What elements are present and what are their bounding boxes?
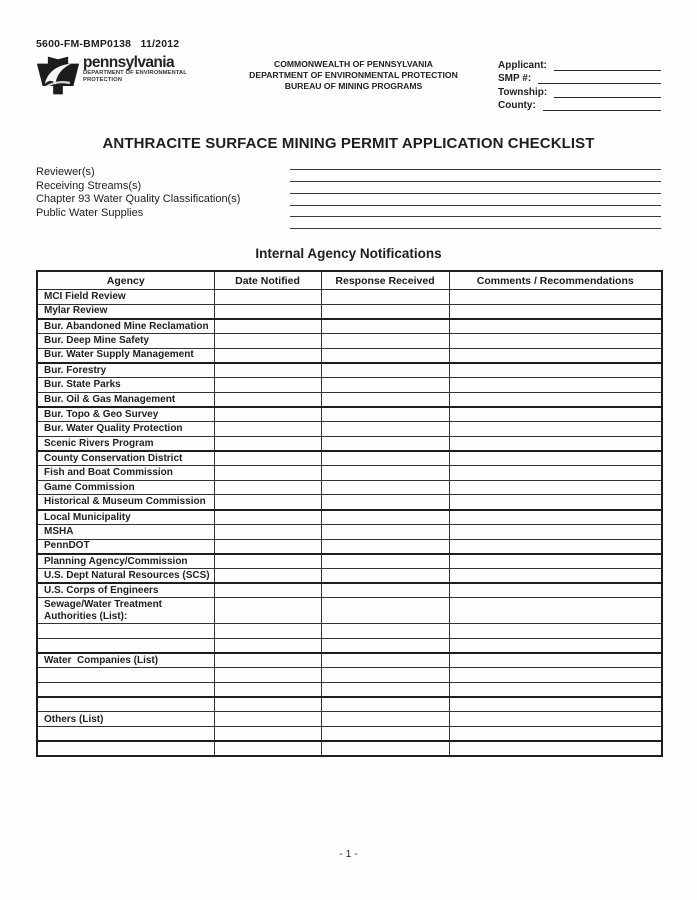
response-received-cell xyxy=(321,727,449,742)
table-row xyxy=(37,554,662,569)
comments-cell xyxy=(449,348,662,363)
table-row xyxy=(37,583,662,598)
agency-cell: Others (List) xyxy=(37,712,214,727)
table-row xyxy=(37,539,662,554)
table-header-row xyxy=(37,271,662,289)
date-notified-cell xyxy=(214,363,321,378)
date-notified-cell xyxy=(214,697,321,712)
date-notified-cell xyxy=(214,348,321,363)
response-received-cell xyxy=(321,712,449,727)
bureau-line: BUREAU OF MINING PROGRAMS xyxy=(284,81,423,91)
comments-cell xyxy=(449,510,662,525)
internal-agency-notifications-table xyxy=(36,270,663,757)
agency-cell: Fish and Boat Commission xyxy=(37,466,214,481)
agency-header-block xyxy=(236,54,471,111)
blank-rule-line xyxy=(290,182,661,194)
agency-cell: Water Companies (List) xyxy=(37,653,214,668)
comments-cell xyxy=(449,363,662,378)
date-notified-cell xyxy=(214,407,321,422)
review-field-labels xyxy=(36,153,290,229)
agency-cell: Bur. Deep Mine Safety xyxy=(37,333,214,348)
agency-cell: Bur. State Parks xyxy=(37,377,214,392)
table-row xyxy=(37,683,662,698)
table-row xyxy=(37,348,662,363)
response-received-column-header: Response Received xyxy=(321,271,449,289)
logo-department-line2: PROTECTION xyxy=(83,77,123,83)
agency-cell: Mylar Review xyxy=(37,304,214,319)
comments-cell xyxy=(449,568,662,583)
page-number: - 1 - xyxy=(339,848,358,860)
date-notified-cell xyxy=(214,524,321,539)
table-row xyxy=(37,333,662,348)
table-row xyxy=(37,624,662,639)
table-row xyxy=(37,422,662,437)
agency-cell: Bur. Water Quality Protection xyxy=(37,422,214,437)
date-notified-cell xyxy=(214,683,321,698)
date-notified-cell xyxy=(214,289,321,304)
response-received-cell xyxy=(321,554,449,569)
comments-cell xyxy=(449,422,662,437)
agency-cell: Game Commission xyxy=(37,480,214,495)
agency-column-header: Agency xyxy=(37,271,214,289)
agency-table-body xyxy=(37,289,662,756)
response-received-cell xyxy=(321,598,449,624)
comments-cell xyxy=(449,683,662,698)
reviewers-label: Reviewer(s) xyxy=(36,166,95,178)
document-title: ANTHRACITE SURFACE MINING PERMIT APPLICATION CHECKLIST xyxy=(102,135,595,152)
county-label: County: xyxy=(498,100,536,111)
comments-column-header: Comments / Recommendations xyxy=(449,271,662,289)
date-notified-cell xyxy=(214,653,321,668)
comments-cell xyxy=(449,598,662,624)
date-notified-cell xyxy=(214,466,321,481)
table-row xyxy=(37,289,662,304)
agency-cell: Bur. Abandoned Mine Reclamation xyxy=(37,319,214,334)
date-notified-cell xyxy=(214,451,321,466)
response-received-cell xyxy=(321,289,449,304)
response-received-cell xyxy=(321,407,449,422)
comments-cell xyxy=(449,554,662,569)
response-received-cell xyxy=(321,653,449,668)
comments-cell xyxy=(449,697,662,712)
county-blank-line xyxy=(543,101,661,111)
comments-cell xyxy=(449,638,662,653)
comments-cell xyxy=(449,480,662,495)
agency-cell: MCI Field Review xyxy=(37,289,214,304)
department-line: DEPARTMENT OF ENVIRONMENTAL PROTECTION xyxy=(249,70,458,80)
comments-cell xyxy=(449,407,662,422)
date-notified-cell xyxy=(214,319,321,334)
agency-cell: Bur. Topo & Geo Survey xyxy=(37,407,214,422)
comments-cell xyxy=(449,451,662,466)
date-notified-cell xyxy=(214,510,321,525)
date-notified-cell xyxy=(214,392,321,407)
agency-cell xyxy=(37,668,214,683)
comments-cell xyxy=(449,436,662,451)
response-received-cell xyxy=(321,422,449,437)
agency-cell xyxy=(37,638,214,653)
comments-cell xyxy=(449,741,662,756)
township-label: Township: xyxy=(498,86,548,98)
agency-cell: County Conservation District xyxy=(37,451,214,466)
comments-cell xyxy=(449,653,662,668)
date-notified-cell xyxy=(214,422,321,437)
response-received-cell xyxy=(321,624,449,639)
agency-cell: Historical & Museum Commission xyxy=(37,495,214,510)
date-notified-cell xyxy=(214,668,321,683)
date-notified-cell xyxy=(214,539,321,554)
document-header xyxy=(36,54,661,111)
response-received-cell xyxy=(321,436,449,451)
blank-rule-line xyxy=(290,217,661,229)
comments-cell xyxy=(449,624,662,639)
comments-cell xyxy=(449,495,662,510)
comments-cell xyxy=(449,392,662,407)
comments-cell xyxy=(449,333,662,348)
table-row xyxy=(37,304,662,319)
table-row xyxy=(37,727,662,742)
smp-number-blank-line xyxy=(538,74,661,84)
response-received-cell xyxy=(321,638,449,653)
agency-cell: Planning Agency/Commission xyxy=(37,554,214,569)
smp-number-field xyxy=(498,71,661,85)
date-notified-cell xyxy=(214,568,321,583)
response-received-cell xyxy=(321,480,449,495)
table-row xyxy=(37,319,662,334)
commonwealth-line: COMMONWEALTH OF PENNSYLVANIA xyxy=(274,59,433,69)
comments-cell xyxy=(449,583,662,598)
response-received-cell xyxy=(321,377,449,392)
agency-cell: U.S. Corps of Engineers xyxy=(37,583,214,598)
table-row xyxy=(37,638,662,653)
date-notified-column-header: Date Notified xyxy=(214,271,321,289)
response-received-cell xyxy=(321,524,449,539)
date-notified-cell xyxy=(214,583,321,598)
review-blank-lines xyxy=(290,153,661,229)
response-received-cell xyxy=(321,451,449,466)
comments-cell xyxy=(449,466,662,481)
table-row xyxy=(37,741,662,756)
table-row xyxy=(37,510,662,525)
form-number: 5600-FM-BMP0138 11/2012 xyxy=(36,38,180,50)
date-notified-cell xyxy=(214,377,321,392)
response-received-cell xyxy=(321,466,449,481)
response-received-cell xyxy=(321,741,449,756)
response-received-cell xyxy=(321,319,449,334)
agency-cell xyxy=(37,683,214,698)
table-row xyxy=(37,697,662,712)
applicant-info-block xyxy=(471,54,661,111)
table-row xyxy=(37,712,662,727)
agency-cell: Bur. Oil & Gas Management xyxy=(37,392,214,407)
table-row xyxy=(37,568,662,583)
date-notified-cell xyxy=(214,436,321,451)
agency-cell: Scenic Rivers Program xyxy=(37,436,214,451)
public-water-supplies-label: Public Water Supplies xyxy=(36,206,144,219)
section-title: Internal Agency Notifications xyxy=(255,246,442,262)
table-row xyxy=(37,524,662,539)
comments-cell xyxy=(449,712,662,727)
township-field xyxy=(498,84,661,98)
agency-cell xyxy=(37,697,214,712)
response-received-cell xyxy=(321,510,449,525)
response-received-cell xyxy=(321,304,449,319)
review-fields-block xyxy=(36,153,661,229)
date-notified-cell xyxy=(214,333,321,348)
date-notified-cell xyxy=(214,638,321,653)
table-row xyxy=(37,407,662,422)
agency-cell xyxy=(37,624,214,639)
keystone-leaf-icon xyxy=(36,54,80,97)
table-row xyxy=(37,451,662,466)
table-row xyxy=(37,377,662,392)
comments-cell xyxy=(449,524,662,539)
blank-rule-line xyxy=(290,170,661,182)
table-row xyxy=(37,598,662,624)
response-received-cell xyxy=(321,495,449,510)
date-notified-cell xyxy=(214,554,321,569)
comments-cell xyxy=(449,727,662,742)
response-received-cell xyxy=(321,697,449,712)
response-received-cell xyxy=(321,568,449,583)
logo-text xyxy=(83,54,187,84)
date-notified-cell xyxy=(214,727,321,742)
response-received-cell xyxy=(321,363,449,378)
township-blank-line xyxy=(554,88,661,98)
date-notified-cell xyxy=(214,495,321,510)
agency-cell xyxy=(37,727,214,742)
agency-cell: Local Municipality xyxy=(37,510,214,525)
logo-department-line1: DEPARTMENT OF ENVIRONMENTAL xyxy=(83,70,187,76)
smp-number-label: SMP #: xyxy=(498,73,532,84)
blank-rule-line xyxy=(290,158,661,170)
date-notified-cell xyxy=(214,598,321,624)
agency-cell: PennDOT xyxy=(37,539,214,554)
agency-cell: MSHA xyxy=(37,524,214,539)
table-row xyxy=(37,495,662,510)
response-received-cell xyxy=(321,392,449,407)
pa-dep-logo xyxy=(36,54,236,111)
comments-cell xyxy=(449,377,662,392)
date-notified-cell xyxy=(214,480,321,495)
response-received-cell xyxy=(321,583,449,598)
date-notified-cell xyxy=(214,741,321,756)
county-field xyxy=(498,98,661,112)
agency-cell: Bur. Forestry xyxy=(37,363,214,378)
response-received-cell xyxy=(321,333,449,348)
agency-cell: Sewage/Water Treatment Authorities (List): xyxy=(37,598,214,624)
agency-cell: U.S. Dept Natural Resources (SCS) xyxy=(37,568,214,583)
comments-cell xyxy=(449,668,662,683)
receiving-streams-label: Receiving Streams(s) xyxy=(36,179,142,192)
comments-cell xyxy=(449,539,662,554)
response-received-cell xyxy=(321,683,449,698)
comments-cell xyxy=(449,319,662,334)
response-received-cell xyxy=(321,539,449,554)
blank-rule-line xyxy=(290,194,661,206)
blank-rule-line xyxy=(290,206,661,218)
comments-cell xyxy=(449,289,662,304)
date-notified-cell xyxy=(214,624,321,639)
table-row xyxy=(37,653,662,668)
table-row xyxy=(37,466,662,481)
table-row xyxy=(37,436,662,451)
table-row xyxy=(37,392,662,407)
table-row xyxy=(37,668,662,683)
table-row xyxy=(37,363,662,378)
applicant-label: Applicant: xyxy=(498,59,547,71)
applicant-field xyxy=(498,57,661,71)
response-received-cell xyxy=(321,668,449,683)
table-row xyxy=(37,480,662,495)
chapter93-classification-label: Chapter 93 Water Quality Classification(s) xyxy=(36,193,241,206)
response-received-cell xyxy=(321,348,449,363)
comments-cell xyxy=(449,304,662,319)
date-notified-cell xyxy=(214,712,321,727)
agency-cell xyxy=(37,741,214,756)
applicant-blank-line xyxy=(554,61,661,71)
logo-wordmark: pennsylvania xyxy=(83,54,175,71)
date-notified-cell xyxy=(214,304,321,319)
agency-cell: Bur. Water Supply Management xyxy=(37,348,214,363)
